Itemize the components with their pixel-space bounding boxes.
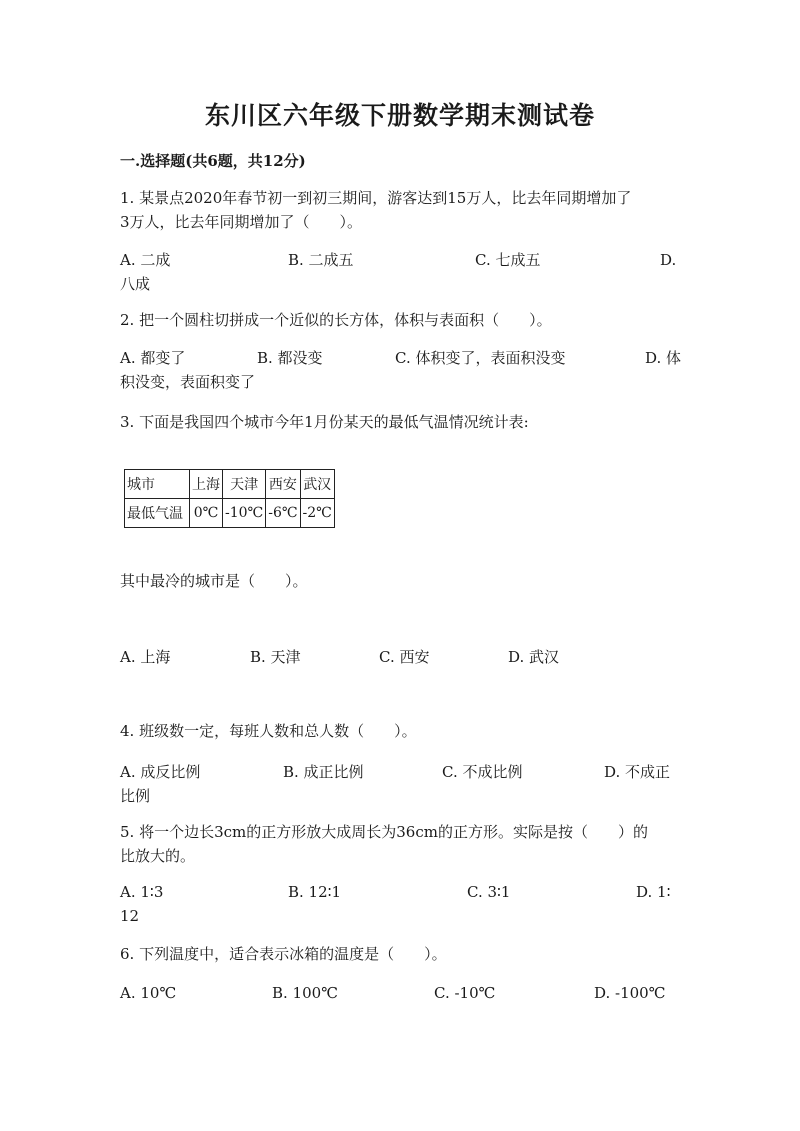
option-b[interactable]: B. 二成五 bbox=[288, 251, 354, 269]
temperature-table bbox=[124, 469, 335, 528]
option-a[interactable]: A. 10℃ bbox=[120, 984, 177, 1002]
question-5 bbox=[120, 820, 680, 868]
table-cell: -6℃ bbox=[266, 499, 300, 528]
table-cell: 最低气温 bbox=[125, 499, 190, 528]
option-c[interactable]: C. 七成五 bbox=[475, 251, 541, 269]
question-5-line-1: 5. 将一个边长3cm的正方形放大成周长为36cm的正方形。实际是按（ ）的 bbox=[120, 823, 648, 841]
question-3-text: 3. 下面是我国四个城市今年1月份某天的最低气温情况统计表: bbox=[120, 413, 529, 431]
question-1-line-2: 3万人，比去年同期增加了（ ）。 bbox=[120, 213, 363, 231]
section-heading: 一.选择题(共6题，共12分) bbox=[120, 152, 306, 170]
option-d[interactable]: D. 武汉 bbox=[508, 648, 560, 666]
question-1-line-1: 1. 某景点2020年春节初一到初三期间，游客达到15万人，比去年同期增加了 bbox=[120, 189, 632, 207]
table-cell: 0℃ bbox=[190, 499, 223, 528]
option-c[interactable]: C. -10℃ bbox=[434, 984, 496, 1002]
question-6-text: 6. 下列温度中，适合表示冰箱的温度是（ ）。 bbox=[120, 945, 447, 963]
table-header-row bbox=[125, 470, 335, 499]
table-row bbox=[125, 499, 335, 528]
option-a[interactable]: A. 成反比例 bbox=[120, 763, 201, 781]
option-a[interactable]: A. 1∶3 bbox=[120, 883, 164, 901]
question-2 bbox=[120, 308, 680, 332]
table-cell: 武汉 bbox=[300, 470, 334, 499]
option-b[interactable]: B. 都没变 bbox=[257, 349, 323, 367]
option-c[interactable]: C. 不成比例 bbox=[442, 763, 523, 781]
option-d[interactable]: D. -100℃ bbox=[594, 984, 666, 1002]
question-3 bbox=[120, 410, 680, 434]
question-2-text: 2. 把一个圆柱切拼成一个近似的长方体，体积与表面积（ ）。 bbox=[120, 311, 552, 329]
table-cell: -2℃ bbox=[300, 499, 334, 528]
option-d[interactable]: D. bbox=[660, 251, 677, 269]
question-3-followup: 其中最冷的城市是（ ）。 bbox=[120, 572, 308, 590]
option-d-wrap: 比例 bbox=[120, 787, 151, 805]
table-cell: 城市 bbox=[125, 470, 190, 499]
option-d[interactable]: D. 1∶ bbox=[636, 883, 671, 901]
option-a[interactable]: A. 都变了 bbox=[120, 349, 186, 367]
page-title: 东川区六年级下册数学期末测试卷 bbox=[204, 101, 595, 130]
option-c[interactable]: C. 3∶1 bbox=[467, 883, 511, 901]
option-d[interactable]: D. 体 bbox=[645, 349, 682, 367]
option-a[interactable]: A. 上海 bbox=[120, 648, 171, 666]
table-cell: -10℃ bbox=[223, 499, 266, 528]
table-cell: 上海 bbox=[190, 470, 223, 499]
option-a[interactable]: A. 二成 bbox=[120, 251, 171, 269]
table-cell: 西安 bbox=[266, 470, 300, 499]
question-4-text: 4. 班级数一定，每班人数和总人数（ ）。 bbox=[120, 722, 417, 740]
question-4 bbox=[120, 719, 680, 743]
option-c[interactable]: C. 体积变了，表面积没变 bbox=[395, 349, 566, 367]
table-cell: 天津 bbox=[223, 470, 266, 499]
option-d[interactable]: D. 不成正 bbox=[604, 763, 671, 781]
option-d-wrap: 12 bbox=[120, 907, 140, 925]
option-b[interactable]: B. 100℃ bbox=[272, 984, 338, 1002]
option-b[interactable]: B. 天津 bbox=[250, 648, 301, 666]
question-6 bbox=[120, 942, 680, 966]
question-5-line-2: 比放大的。 bbox=[120, 847, 196, 865]
option-b[interactable]: B. 12∶1 bbox=[288, 883, 342, 901]
option-d-wrap: 八成 bbox=[120, 275, 151, 293]
option-b[interactable]: B. 成正比例 bbox=[283, 763, 364, 781]
option-c[interactable]: C. 西安 bbox=[379, 648, 430, 666]
option-d-wrap: 积没变，表面积变了 bbox=[120, 373, 256, 391]
question-1 bbox=[120, 186, 680, 234]
